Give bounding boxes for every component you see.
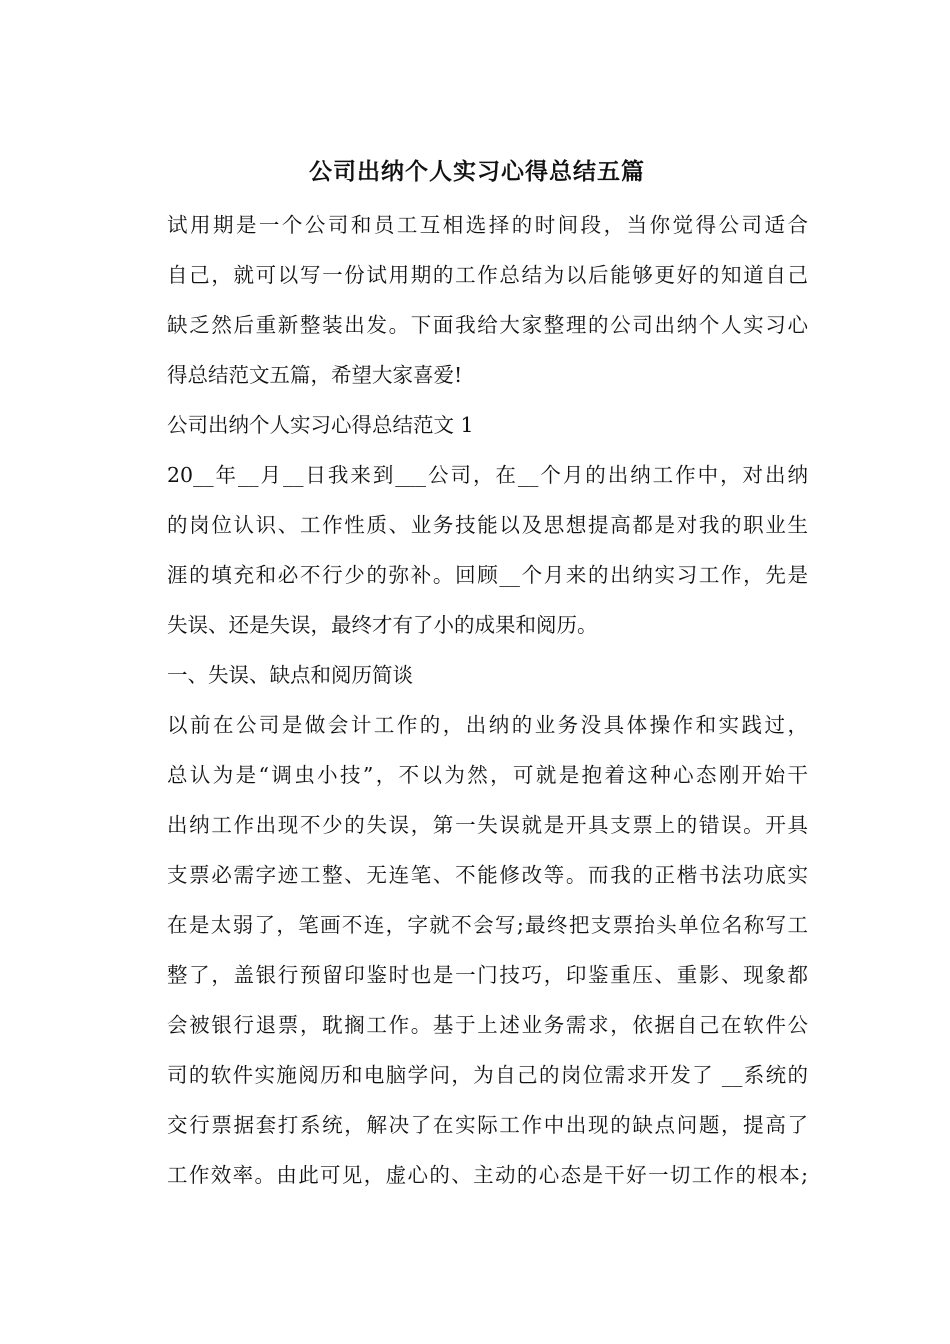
paragraph-line: 会被银行退票，耽搁工作。基于上述业务需求，依据自己在软件公 [167, 1013, 808, 1037]
paragraph-line: 的岗位认识、工作性质、业务技能以及思想提高都是对我的职业生 [167, 513, 808, 537]
intro-line: 自己，就可以写一份试用期的工作总结为以后能够更好的知道自己 [167, 263, 808, 287]
paragraph-line: 涯的填充和必不行少的弥补。回顾__个月来的出纳实习工作，先是 [167, 563, 808, 587]
paragraph-line: 司的软件实施阅历和电脑学问，为自己的岗位需求开发了 __系统的 [167, 1063, 808, 1087]
subheading: 一、失误、缺点和阅历简谈 [167, 663, 413, 687]
body-paragraph [146, 700, 808, 1200]
document-title: 公司出纳个人实习心得总结五篇 [309, 158, 645, 185]
paragraph-line: 出纳工作出现不少的失误，第一失误就是开具支票上的错误。开具 [167, 813, 808, 837]
document-body [146, 150, 808, 1200]
intro-line: 缺乏然后重新整装出发。下面我给大家整理的公司出纳个人实习心 [167, 313, 808, 337]
section-title: 公司出纳个人实习心得总结范文 1 [167, 413, 474, 437]
paragraph-line: 工作效率。由此可见，虚心的、主动的心态是干好一切工作的根本; [167, 1163, 808, 1187]
paragraph-line: 交行票据套打系统，解决了在实际工作中出现的缺点问题，提高了 [167, 1113, 808, 1137]
intro-line: 得总结范文五篇，希望大家喜爱! [167, 363, 463, 387]
paragraph-line: 在是太弱了，笔画不连，字就不会写;最终把支票抬头单位名称写工 [167, 913, 808, 937]
intro-line: 试用期是一个公司和员工互相选择的时间段，当你觉得公司适合 [167, 213, 808, 237]
paragraph-line: 总认为是“调虫小技”，不以为然，可就是抱着这种心态刚开始干 [167, 763, 808, 787]
body-paragraph [146, 450, 808, 650]
intro-paragraph [146, 200, 808, 400]
paragraph-line: 整了，盖银行预留印鉴时也是一门技巧，印鉴重压、重影、现象都 [167, 963, 808, 987]
paragraph-line: 支票必需字迹工整、无连笔、不能修改等。而我的正楷书法功底实 [167, 863, 808, 887]
paragraph-line: 失误、还是失误，最终才有了小的成果和阅历。 [167, 613, 598, 637]
paragraph-line: 以前在公司是做会计工作的，出纳的业务没具体操作和实践过， [167, 713, 808, 737]
paragraph-line: 20__年__月__日我来到___公司，在__个月的出纳工作中，对出纳 [167, 463, 808, 487]
